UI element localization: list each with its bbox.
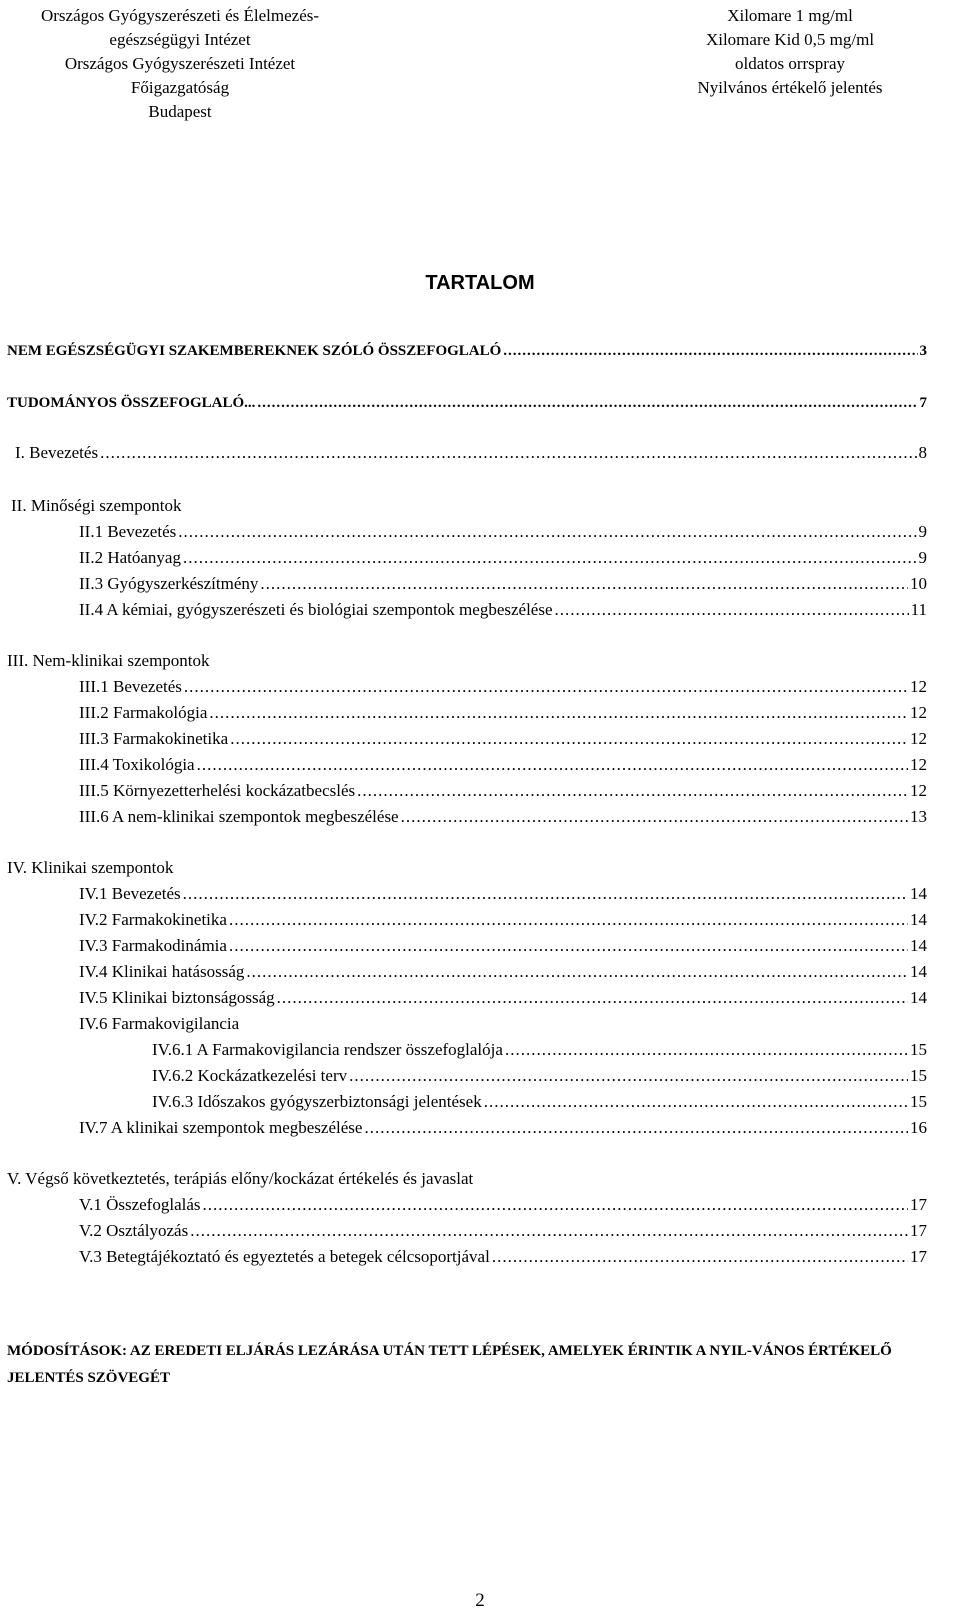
toc-entry-label: IV.1 Bevezetés xyxy=(79,884,181,903)
toc-page-number: 14 xyxy=(910,988,927,1007)
toc-entry[interactable] xyxy=(152,1037,927,1063)
toc-entry-label: IV.2 Farmakokinetika xyxy=(79,910,227,929)
toc-entry-label: V.1 Összefoglalás xyxy=(79,1195,201,1214)
toc-entry[interactable] xyxy=(79,985,927,1011)
toc-entry-label: III.2 Farmakológia xyxy=(79,703,208,722)
toc-section-iii: III. Nem-klinikai szempontok xyxy=(7,651,210,670)
toc-entry[interactable] xyxy=(79,778,927,804)
toc-page-number: 10 xyxy=(910,574,927,593)
toc-leader-dots xyxy=(277,985,908,1011)
toc-page-number: 15 xyxy=(910,1040,927,1059)
toc-entry[interactable] xyxy=(79,1244,927,1270)
header-left-line: Budapest xyxy=(148,102,212,121)
toc-leader-dots xyxy=(503,338,917,364)
toc-entry-label: III.4 Toxikológia xyxy=(79,755,195,774)
header-left-line: Országos Gyógyszerészeti és Élelmezés- xyxy=(40,6,320,25)
toc-page-number: 12 xyxy=(910,729,927,748)
toc-entry[interactable] xyxy=(79,959,927,985)
toc-page-number: 3 xyxy=(919,343,927,359)
toc-entry[interactable] xyxy=(79,545,927,571)
toc-entry-nem-egeszseg[interactable] xyxy=(7,338,927,364)
toc-entry[interactable] xyxy=(152,1063,927,1089)
toc-leader-dots xyxy=(505,1037,908,1063)
toc-leader-dots xyxy=(260,571,908,597)
header-product xyxy=(660,4,920,100)
toc-leader-dots xyxy=(364,1115,908,1141)
toc-leader-dots xyxy=(492,1244,908,1270)
toc-entry-tudomanyos[interactable] xyxy=(7,390,927,416)
toc-entry-modositasok[interactable]: MÓDOSÍTÁSOK: AZ EREDETI ELJÁRÁS LEZÁRÁSA UTÁN TETT LÉPÉSEK, AMELYEK ÉRINTIK A NYIL-VÁNOS ÉRTÉKELŐ JELENTÉS SZÖVEGÉT xyxy=(7,1343,892,1386)
toc-entry[interactable] xyxy=(79,571,927,597)
header-left-line: egészségügyi Intézet xyxy=(109,30,251,49)
toc-leader-dots xyxy=(190,1218,908,1244)
toc-entry-label: TUDOMÁNYOS ÖSSZEFOGLALÓ... xyxy=(7,395,256,411)
toc-entry-label: III.6 A nem-klinikai szempontok megbeszélése xyxy=(79,807,399,826)
toc-entry[interactable] xyxy=(79,804,927,830)
toc-section-ii: II. Minőségi szempontok xyxy=(11,496,182,515)
toc-page-number: 8 xyxy=(918,443,927,462)
toc-entry[interactable] xyxy=(79,907,927,933)
toc-page-number: 12 xyxy=(910,703,927,722)
header-right-line: Nyilvános értékelő jelentés xyxy=(697,78,883,97)
header-left-line: Főigazgatóság xyxy=(130,78,230,97)
toc-leader-dots xyxy=(183,881,908,907)
toc-page-number: 12 xyxy=(910,781,927,800)
toc-entry[interactable] xyxy=(79,881,927,907)
toc-entry-label: NEM EGÉSZSÉGÜGYI SZAKEMBEREKNEK SZÓLÓ ÖSSZEFOGLALÓ xyxy=(7,343,502,359)
toc-entry-label: II.3 Gyógyszerkészítmény xyxy=(79,574,259,593)
toc-page-number: 13 xyxy=(910,807,927,826)
toc-page-number: 11 xyxy=(910,600,927,619)
toc-entry-label: IV.6.3 Időszakos gyógyszerbiztonsági jelentések xyxy=(152,1092,482,1111)
header-left-line: Országos Gyógyszerészeti Intézet xyxy=(64,54,296,73)
toc-page-number: 12 xyxy=(910,755,927,774)
toc-leader-dots xyxy=(484,1089,908,1115)
toc-entry-label: II.2 Hatóanyag xyxy=(79,548,181,567)
toc-leader-dots xyxy=(229,933,908,959)
toc-page-number: 12 xyxy=(910,677,927,696)
toc-entry-label: IV.3 Farmakodinámia xyxy=(79,936,227,955)
toc-subsection-iv6: IV.6 Farmakovigilancia xyxy=(79,1014,240,1033)
toc-page-number: 9 xyxy=(918,548,927,567)
toc-leader-dots xyxy=(209,700,908,726)
toc-entry-label: IV.6.2 Kockázatkezelési terv xyxy=(152,1066,348,1085)
toc-page-number: 14 xyxy=(910,962,927,981)
toc-entry-label: IV.5 Klinikai biztonságosság xyxy=(79,988,275,1007)
header-right-line: oldatos orrspray xyxy=(734,54,845,73)
toc-entry-label: V.3 Betegtájékoztató és egyeztetés a betegek célcsoportjával xyxy=(79,1247,490,1266)
toc-entry[interactable] xyxy=(79,933,927,959)
toc-entry-label: III.1 Bevezetés xyxy=(79,677,182,696)
toc-page-number: 15 xyxy=(910,1066,927,1085)
toc-page-number: 17 xyxy=(910,1247,927,1266)
toc-entry-bevezetes[interactable] xyxy=(15,440,927,466)
page-title: TARTALOM xyxy=(425,272,535,294)
toc-leader-dots xyxy=(229,907,908,933)
toc-section-v: V. Végső következtetés, terápiás előny/kockázat értékelés és javaslat xyxy=(7,1169,474,1188)
toc-entry-label: III.3 Farmakokinetika xyxy=(79,729,229,748)
toc-entry-label: IV.6.1 A Farmakovigilancia rendszer összefoglalója xyxy=(152,1040,503,1059)
toc-entry-label: I. Bevezetés xyxy=(15,443,99,462)
toc-leader-dots xyxy=(178,519,916,545)
toc-leader-dots xyxy=(349,1063,908,1089)
toc-entry[interactable] xyxy=(79,597,927,623)
toc-page-number: 14 xyxy=(910,910,927,929)
toc-entry-label: II.4 A kémiai, gyógyszerészeti és biológiai szempontok megbeszélése xyxy=(79,600,553,619)
toc-page-number: 14 xyxy=(910,884,927,903)
toc-section-iv: IV. Klinikai szempontok xyxy=(7,858,174,877)
header-right-line: Xilomare 1 mg/ml xyxy=(727,6,853,25)
toc-leader-dots xyxy=(246,959,908,985)
toc-leader-dots xyxy=(230,726,908,752)
toc-entry-label: IV.7 A klinikai szempontok megbeszélése xyxy=(79,1118,363,1137)
page-number: 2 xyxy=(475,1590,485,1611)
toc-leader-dots xyxy=(197,752,908,778)
toc-entry-label: II.1 Bevezetés xyxy=(79,522,177,541)
toc-leader-dots xyxy=(555,597,909,623)
toc-leader-dots xyxy=(184,674,908,700)
toc-entry[interactable] xyxy=(79,674,927,700)
toc-leader-dots xyxy=(257,390,917,416)
toc-entry[interactable] xyxy=(79,1115,927,1141)
toc-page-number: 17 xyxy=(910,1195,927,1214)
toc-leader-dots xyxy=(401,804,908,830)
toc-page-number: 14 xyxy=(910,936,927,955)
header-institution xyxy=(10,4,350,124)
toc-entry[interactable] xyxy=(79,700,927,726)
toc-entry[interactable] xyxy=(79,752,927,778)
toc-leader-dots xyxy=(100,440,916,466)
toc-entry[interactable] xyxy=(152,1089,927,1115)
toc-page-number: 15 xyxy=(910,1092,927,1111)
toc-page-number: 7 xyxy=(919,395,927,411)
toc-entry-label: III.5 Környezetterhelési kockázatbecslés xyxy=(79,781,356,800)
header-right-line: Xilomare Kid 0,5 mg/ml xyxy=(705,30,875,49)
toc-entry-label: IV.4 Klinikai hatásosság xyxy=(79,962,245,981)
toc-entry-label: V.2 Osztályozás xyxy=(79,1221,189,1240)
toc-leader-dots xyxy=(183,545,917,571)
toc-entry[interactable] xyxy=(79,519,927,545)
toc-page-number: 9 xyxy=(918,522,927,541)
toc-page-number: 17 xyxy=(910,1221,927,1240)
toc-leader-dots xyxy=(203,1192,909,1218)
toc-entry[interactable] xyxy=(79,726,927,752)
toc-entry[interactable] xyxy=(79,1218,927,1244)
toc-leader-dots xyxy=(357,778,908,804)
toc-page-number: 16 xyxy=(910,1118,927,1137)
toc-entry[interactable] xyxy=(79,1192,927,1218)
